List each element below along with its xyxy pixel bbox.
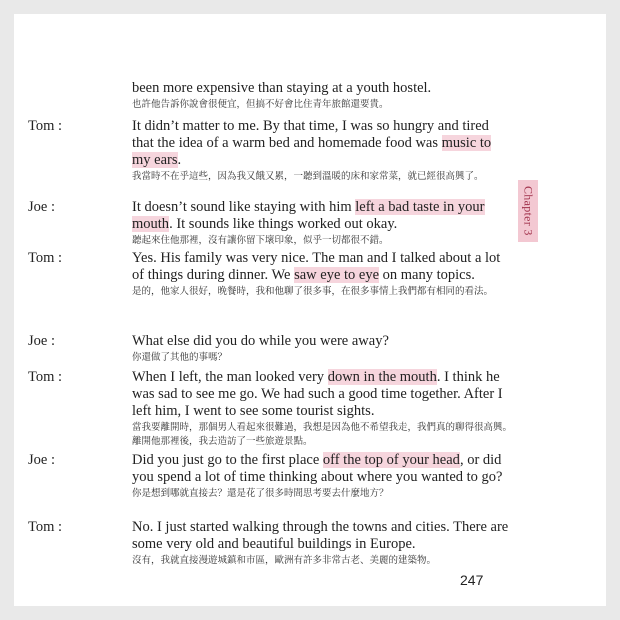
chinese-translation: 你是想到哪就直接去？還是花了很多時間思考要去什麼地方？ xyxy=(132,488,389,499)
dialogue-entry xyxy=(28,369,513,449)
dialogue-entry xyxy=(28,452,512,501)
speaker-label: Tom : xyxy=(28,519,63,535)
english-line: been more expensive than staying at a youth hostel. xyxy=(132,80,432,96)
speaker-label: Tom : xyxy=(28,118,63,134)
speaker-label: Joe : xyxy=(28,452,55,468)
dialogue-entry xyxy=(28,199,512,248)
dialogue-entry xyxy=(132,80,512,112)
chinese-translation: 沒有，我就直接漫遊城鎮和市區，歐洲有許多非常古老、美麗的建築物。 xyxy=(132,555,437,566)
english-line: No. I just started walking through the towns and cities. There are some very old and beautiful buildings in Europe. xyxy=(132,519,509,552)
page-number: 247 xyxy=(460,572,484,588)
chinese-translation: 你還做了其他的事嗎？ xyxy=(132,352,228,363)
dialogue-entry xyxy=(28,519,512,568)
book-page xyxy=(14,14,606,606)
chinese-translation: 是的，他家人很好，晚餐時，我和他聊了很多事，在很多事情上我們都有相同的看法。 xyxy=(132,286,494,297)
speaker-label: Joe : xyxy=(28,333,55,349)
dialogue xyxy=(14,14,606,606)
english-line: Did you just go to the first place off the top of your head, or did you spend a lot of time thinking about where you wanted to go? xyxy=(132,452,503,485)
speaker-label: Joe : xyxy=(28,199,55,215)
english-line: Yes. His family was very nice. The man and I talked about a lot of things during dinner. We saw eye to eye on many topics. xyxy=(132,250,501,283)
dialogue-entry xyxy=(28,118,512,184)
english-line: It doesn’t sound like staying with him left a bad taste in your mouth. It sounds like things worked out okay. xyxy=(132,199,485,232)
speaker-label: Tom : xyxy=(28,369,63,385)
idiom-highlight: music to my ears xyxy=(132,135,492,168)
chinese-translation: 我當時不在乎這些，因為我又餓又累，一聽到溫暖的床和家常菜，就已經很高興了。 xyxy=(132,171,484,182)
idiom-highlight: down in the mouth xyxy=(327,369,437,385)
dialogue-entry xyxy=(28,333,512,365)
speaker-label: Tom : xyxy=(28,250,63,266)
chapter-label: Chapter 3 xyxy=(521,186,536,236)
idiom-highlight: saw eye to eye xyxy=(294,267,380,283)
chinese-translation: 也許他告訴你說會很便宜，但搞不好會比住青年旅館還要貴。 xyxy=(132,99,389,110)
english-line: What else did you do while you were away? xyxy=(132,333,389,349)
english-line: When I left, the man looked very down in the mouth. I think he was sad to see me go. We had such a good time together. After I left him, I went to see some tourist sights. xyxy=(132,369,503,419)
chapter-tab xyxy=(518,180,538,242)
idiom-highlight: left a bad taste in your mouth xyxy=(132,199,485,232)
chinese-translation: 聽起來住他那裡，沒有讓你留下壞印象，似乎一切都很不錯。 xyxy=(132,235,389,246)
idiom-highlight: off the top of your head xyxy=(322,452,460,468)
english-line: It didn’t matter to me. By that time, I was so hungry and tired that the idea of a warm bed and homemade food was music to my ears. xyxy=(132,118,492,168)
dialogue-entry xyxy=(28,250,512,299)
chinese-translation: 當我要離開時，那個男人看起來很難過，我想是因為他不希望我走，我們真的聊得很高興。離開他那裡後，我去造訪了一些旅遊景點。 xyxy=(132,422,513,447)
